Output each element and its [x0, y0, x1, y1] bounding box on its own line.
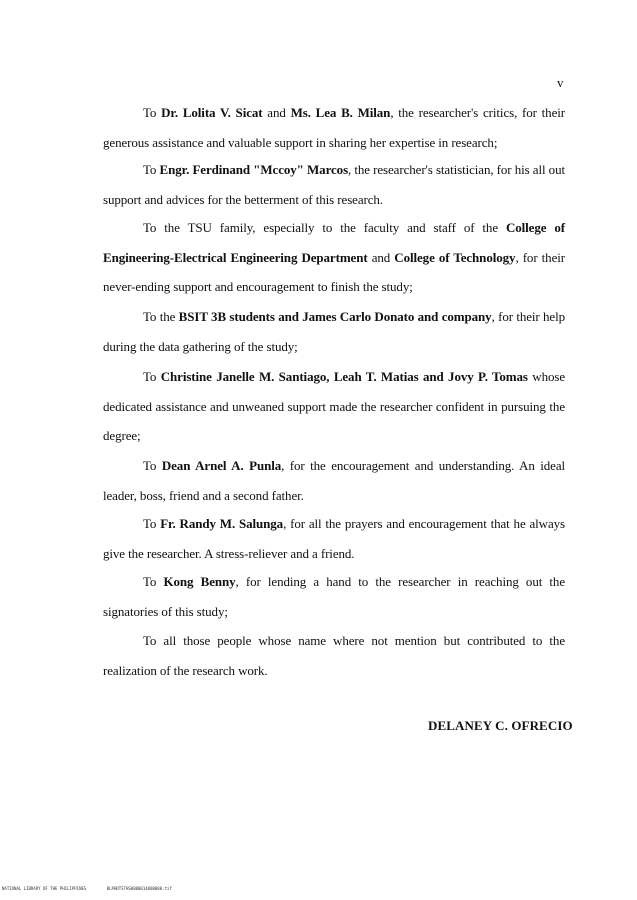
signature-name: DELANEY C. OFRECIO — [428, 718, 573, 733]
text-lead: To all those people whose name where not mention but contributed to the realization of the research work. — [103, 633, 565, 678]
text-rest: , for the encouragement and understanding. An ideal leader, boss, friend and a second father. — [103, 458, 566, 503]
text-rest: whose dedicated assistance and unweaned support made the researcher confident in pursuing the degree; — [103, 369, 566, 443]
text-rest: , the researcher's statistician, for his all out support and advices for the betterment of this research. — [103, 162, 565, 207]
ack-paragraph-6 — [103, 451, 565, 510]
text-lead: To the — [143, 309, 179, 324]
page-footer — [2, 886, 190, 891]
ack-paragraph-3 — [103, 213, 565, 302]
name-bold: Dean Arnel A. Punla — [161, 458, 282, 473]
name-bold: College of Engineering-Electrical Engineering Department — [103, 220, 565, 265]
ack-paragraph-4 — [103, 302, 565, 361]
ack-paragraph-9 — [103, 626, 565, 685]
ack-paragraph-8 — [103, 567, 565, 626]
page-number: v — [557, 75, 564, 90]
name-bold: BSIT 3B students and James Carlo Donato and company — [178, 309, 492, 324]
ack-paragraph-2 — [103, 155, 565, 214]
text-lead: To the TSU family, especially to the faculty and staff of the — [143, 220, 506, 235]
ack-paragraph-7 — [103, 509, 565, 568]
text-lead: To — [143, 516, 161, 531]
name-bold: Fr. Randy M. Salunga — [160, 516, 284, 531]
footer-file-label: BLPHDTSTHS0000014000000.tif — [106, 886, 172, 891]
name-bold: Ms. Lea B. Milan — [290, 105, 391, 120]
text-mid: and — [262, 105, 291, 120]
name-bold: College of Technology — [394, 249, 516, 265]
text-lead: To — [143, 574, 164, 589]
text-lead: To — [143, 162, 160, 177]
text-mid: and — [367, 249, 395, 265]
text-rest: , for their never-ending support and encouragement to finish the study; — [103, 249, 565, 294]
name-bold: Engr. Ferdinand "Mccoy" Marcos — [159, 162, 349, 177]
footer-library-label: NATIONAL LIBRARY OF THE PHILIPPINES — [2, 886, 87, 891]
text-lead: To — [143, 369, 161, 384]
name-bold: Christine Janelle M. Santiago, Leah T. Matias and Jovy P. Tomas — [160, 369, 528, 384]
text-rest: , for lending a hand to the researcher in reaching out the signatories of this study; — [103, 574, 566, 619]
ack-paragraph-5 — [103, 362, 565, 451]
name-bold: Dr. Lolita V. Sicat — [161, 105, 263, 120]
ack-paragraph-1 — [103, 98, 565, 157]
text-lead: To — [143, 105, 162, 120]
text-rest: , the researcher's critics, for their generous assistance and valuable support in sharing her expertise in research; — [103, 105, 565, 150]
text-rest: , for their help during the data gathering of the study; — [103, 309, 566, 354]
name-bold: Kong Benny — [163, 574, 236, 589]
text-lead: To — [143, 458, 162, 473]
text-rest: , for all the prayers and encouragement that he always give the researcher. A stress-reliever and a friend. — [103, 516, 565, 561]
